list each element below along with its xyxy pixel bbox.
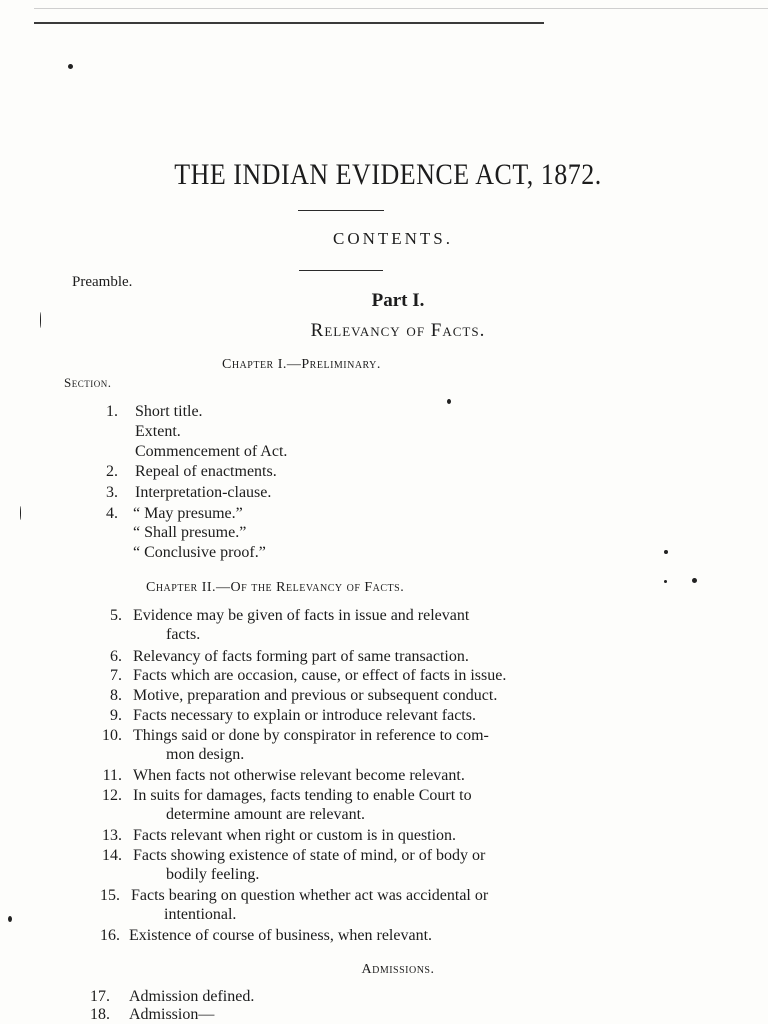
section-title: Facts necessary to explain or introduce relevant facts. [133,707,476,724]
scan-speck [20,506,21,520]
section-title: Interpretation-clause. [135,484,272,501]
section-number: 14. [102,847,122,864]
section-title: facts. [166,626,201,643]
section-title: Relevancy of facts forming part of same transaction. [133,648,469,665]
scan-speck [447,399,451,404]
admissions-heading: Admissions. [361,962,435,977]
section-number: 3. [106,484,118,501]
section-title: Existence of course of business, when relevant. [129,927,433,944]
section-number: 11. [102,767,122,784]
section-number: 15. [100,887,120,904]
title-divider [298,210,384,211]
section-number: 16. [100,927,120,944]
section-number: 8. [110,687,122,704]
section-title: “ May presume.” [133,505,243,522]
section-title: mon design. [166,746,245,763]
scan-edge-line [34,8,768,9]
chapter-heading: Chapter I.—Preliminary. [222,357,381,372]
scan-speck [664,550,668,554]
section-number: 6. [110,648,122,665]
section-title: Short title. [135,403,203,420]
section-label: Section. [64,375,112,390]
scan-speck [664,580,667,583]
part-heading: Part I. [371,290,425,311]
section-number: 18. [90,1006,110,1023]
section-title: Admission— [129,1006,215,1023]
section-title: “ Conclusive proof.” [133,544,266,561]
section-title: bodily feeling. [166,866,260,883]
section-title: Repeal of enactments. [135,463,277,480]
section-title: Extent. [135,423,181,440]
scan-speck [692,578,697,583]
section-title: In suits for damages, facts tending to enable Court to [133,787,472,804]
section-number: 13. [102,827,122,844]
section-title: Facts which are occasion, cause, or effect of facts in issue. [133,667,507,684]
top-border-rule [34,22,544,24]
document-title: THE INDIAN EVIDENCE ACT, 1872. [174,158,602,191]
part-subheading: Relevancy of Facts. [310,320,486,341]
contents-divider [299,270,383,271]
scan-speck [8,916,12,922]
section-number: 17. [90,988,110,1005]
scan-speck [68,64,73,69]
section-number: 2. [106,463,118,480]
section-number: 12. [102,787,122,804]
section-title: Commencement of Act. [135,443,288,460]
preamble-label: Preamble. [72,274,133,290]
section-title: Facts showing existence of state of mind, or of body or [133,847,486,864]
section-title: Facts relevant when right or custom is in question. [133,827,457,844]
section-title: When facts not otherwise relevant become relevant. [133,767,465,784]
section-number: 9. [110,707,122,724]
section-number: 10. [102,727,122,744]
section-number: 5. [110,607,122,624]
section-title: intentional. [164,906,237,923]
contents-heading: CONTENTS. [332,229,454,248]
section-number: 4. [106,505,118,522]
section-title: “ Shall presume.” [133,524,247,541]
chapter-heading: Chapter II.—Of the Relevancy of Facts. [146,580,405,595]
section-title: Evidence may be given of facts in issue and relevant [133,607,470,624]
section-number: 7. [110,667,122,684]
section-title: Admission defined. [129,988,255,1005]
section-title: Facts bearing on question whether act was accidental or [131,887,489,904]
section-title: Motive, preparation and previous or subsequent conduct. [133,687,498,704]
section-number: 1. [106,403,118,420]
section-title: determine amount are relevant. [166,806,366,823]
section-title: Things said or done by conspirator in reference to com- [133,727,489,744]
